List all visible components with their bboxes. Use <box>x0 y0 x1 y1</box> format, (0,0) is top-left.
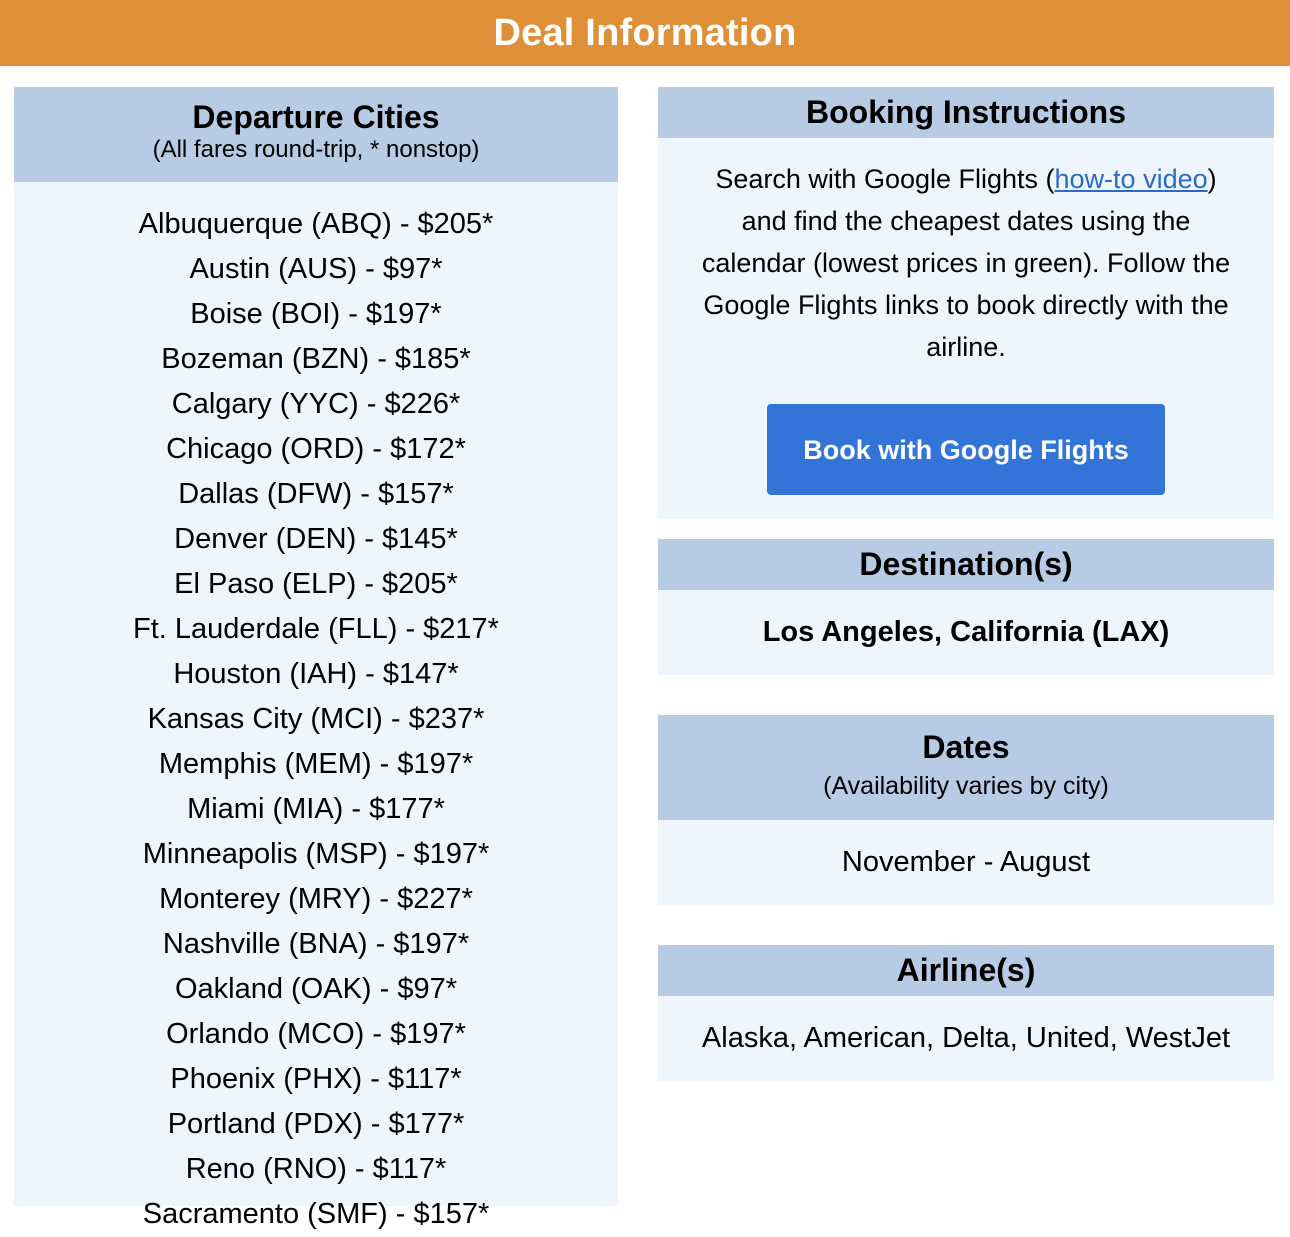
departure-cities-header <box>14 87 618 182</box>
booking-instructions-text <box>658 138 1274 368</box>
departure-city-item: Reno (RNO) - $117* <box>185 1153 447 1185</box>
departure-city-item: Memphis (MEM) - $197* <box>158 748 474 780</box>
departure-city-item: Bozeman (BZN) - $185* <box>161 343 471 375</box>
departure-city-item: Orlando (MCO) - $197* <box>166 1018 466 1050</box>
departure-city-item: Phoenix (PHX) - $117* <box>170 1063 462 1095</box>
departure-city-item: Austin (AUS) - $97* <box>189 253 443 285</box>
booking-text-part-1: Search with Google Flights ( <box>715 164 1055 194</box>
departure-city-item: Dallas (DFW) - $157* <box>178 478 454 510</box>
dates-title: Dates <box>922 729 1010 765</box>
departure-cities-subtitle: (All fares round-trip, * nonstop) <box>152 136 480 163</box>
departure-city-item: Miami (MIA) - $177* <box>187 793 445 825</box>
departure-city-item: Monterey (MRY) - $227* <box>159 883 473 915</box>
booking-instructions-header <box>658 87 1274 138</box>
dates-header <box>658 715 1274 820</box>
departure-city-item: Ft. Lauderdale (FLL) - $217* <box>133 613 499 645</box>
destination-value: Los Angeles, California (LAX) <box>762 616 1170 648</box>
departure-city-item: Calgary (YYC) - $226* <box>171 388 461 420</box>
airlines-panel <box>658 945 1274 1081</box>
departure-city-list <box>14 182 618 1237</box>
departure-city-item: Chicago (ORD) - $172* <box>166 433 466 465</box>
airlines-title: Airline(s) <box>896 952 1036 988</box>
departure-city-item: Oakland (OAK) - $97* <box>174 973 458 1005</box>
departure-city-item: Nashville (BNA) - $197* <box>162 928 470 960</box>
departure-cities-title: Departure Cities <box>192 99 440 135</box>
how-to-video-link[interactable]: how-to video <box>1054 164 1208 194</box>
departure-city-item: Portland (PDX) - $177* <box>167 1108 465 1140</box>
dates-subtitle: (Availability varies by city) <box>823 772 1109 800</box>
airlines-value: Alaska, American, Delta, United, WestJet <box>701 1022 1231 1054</box>
departure-city-item: Kansas City (MCI) - $237* <box>147 703 485 735</box>
booking-instructions-panel <box>658 87 1274 519</box>
deal-information-banner <box>0 0 1290 66</box>
departure-city-item: Minneapolis (MSP) - $197* <box>142 838 490 870</box>
destination-header <box>658 539 1274 590</box>
departure-city-item: Sacramento (SMF) - $157* <box>142 1198 490 1230</box>
departure-city-item: Boise (BOI) - $197* <box>190 298 442 330</box>
departure-city-item: Albuquerque (ABQ) - $205* <box>138 208 494 240</box>
destination-panel <box>658 539 1274 675</box>
departure-cities-panel <box>14 87 618 1230</box>
booking-text-part-2: ) and find the cheapest dates using the calendar (lowest prices in green). Follow the Google Flights links to book directly with the airline. <box>701 164 1231 362</box>
dates-value: November - August <box>841 846 1091 878</box>
departure-city-item: Denver (DEN) - $145* <box>174 523 458 555</box>
destination-title: Destination(s) <box>859 546 1073 582</box>
dates-panel <box>658 715 1274 905</box>
book-with-google-flights-button[interactable]: Book with Google Flights <box>767 404 1165 495</box>
banner-title: Deal Information <box>493 12 797 54</box>
booking-instructions-title: Booking Instructions <box>806 94 1126 130</box>
departure-city-item: El Paso (ELP) - $205* <box>174 568 458 600</box>
departure-city-item: Houston (IAH) - $147* <box>173 658 459 690</box>
airlines-header <box>658 945 1274 996</box>
